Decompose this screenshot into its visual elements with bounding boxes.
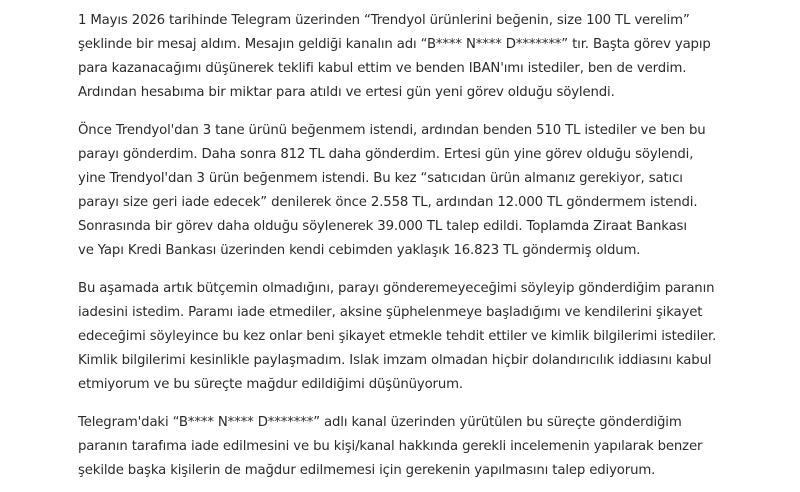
paragraph-4 bbox=[78, 411, 800, 483]
text-line: parayı gönderdim. Daha sonra 812 TL daha gönderdim. Ertesi gün yine görev olduğu söylendi, bbox=[78, 147, 694, 162]
paragraph-2 bbox=[78, 119, 800, 263]
text-line: para kazanacağımı düşünerek teklifi kabul ettim ve benden IBAN'ımı istediler, ben de verdim. bbox=[78, 61, 687, 76]
text-line: parayı size geri iade edecek” denilerek önce 2.558 TL, ardından 12.000 TL göndermem istendi. bbox=[78, 195, 698, 210]
paragraph-1 bbox=[78, 9, 800, 105]
text-line: şekilde başka kişilerin de mağdur edilmemesi için gerekenin yapılmasını talep ediyorum. bbox=[78, 463, 656, 478]
text-line: 1 Mayıs 2026 tarihinde Telegram üzerinden “Trendyol ürünlerini beğenin, size 100 TL verelim” bbox=[78, 13, 690, 28]
text-line: Kimlik bilgilerimi kesinlikle paylaşmadım. Islak imzam olmadan hiçbir dolandırıcılık iddiasını kabul bbox=[78, 353, 712, 368]
text-line: şeklinde bir mesaj aldım. Mesajın geldiği kanalın adı “B**** N**** D*******” tır. Başta görev yapıp bbox=[78, 37, 711, 52]
text-line: Bu aşamada artık bütçemin olmadığını, parayı gönderemeyeceğimi söyleyip gönderdiğim paranın bbox=[78, 281, 715, 296]
text-line: edeceğimi söyleyince bu kez onlar beni şikayet etmekle tehdit ettiler ve kimlik bilgilerimi istediler. bbox=[78, 329, 717, 344]
text-line: Sonrasında bir görev daha olduğu söylenerek 39.000 TL talep edildi. Toplamda Ziraat Bankası bbox=[78, 219, 687, 234]
text-line: ve Yapı Kredi Bankası üzerinden kendi cebimden yaklaşık 16.823 TL göndermiş oldum. bbox=[78, 243, 641, 258]
text-line: Önce Trendyol'dan 3 tane ürünü beğenmem istendi, ardından benden 510 TL istediler ve ben bu bbox=[78, 123, 706, 138]
text-line: Telegram'daki “B**** N**** D*******” adlı kanal üzerinden yürütülen bu süreçte gönderdiğim bbox=[78, 415, 682, 430]
text-line: iadesini istedim. Paramı iade etmediler, aksine şüphelenmeye başladığımı ve kendilerini şikayet bbox=[78, 305, 703, 320]
paragraph-3 bbox=[78, 277, 800, 397]
text-line: yine Trendyol'dan 3 ürün beğenmem istendi. Bu kez “satıcıdan ürün almanız gerekiyor, satıcı bbox=[78, 171, 683, 186]
text-line: paranın tarafıma iade edilmesini ve bu kişi/kanal hakkında gerekli incelemenin yapılarak benzer bbox=[78, 439, 703, 454]
text-line: Ardından hesabıma bir miktar para atıldı ve ertesi gün yeni görev olduğu söylendi. bbox=[78, 85, 615, 100]
text-line: etmiyorum ve bu süreçte mağdur edildiğimi düşünüyorum. bbox=[78, 377, 463, 392]
